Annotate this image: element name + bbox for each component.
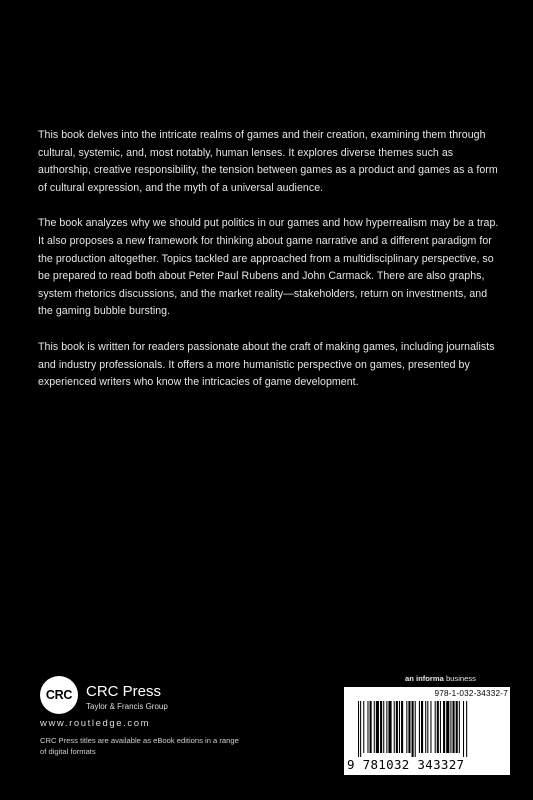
- informa-brand: an informa: [405, 674, 444, 683]
- barcode-bar: [440, 701, 441, 753]
- barcode-bar: [376, 701, 379, 753]
- barcode-bar: [427, 701, 428, 753]
- barcode-bar: [419, 701, 420, 753]
- barcode-bar: [446, 701, 449, 753]
- barcode-bar: [388, 701, 391, 753]
- barcode-digits: 9 781032 343327: [347, 757, 465, 772]
- barcode-bar: [396, 701, 398, 753]
- barcode-bar: [370, 701, 372, 753]
- ebook-formats-note: CRC Press titles are available as eBook editions in a range of digital formats: [40, 736, 239, 756]
- barcode-bar: [466, 701, 467, 757]
- barcode-bar: [421, 701, 423, 753]
- blurb-paragraph-2: The book analyzes why we should put politics in our games and how hyperrealism may be a trap. It also proposes a new framework for thinking about game narrative and a different paradigm for the production altogether. Topics tackled are approached from a multidisciplinary perspective, so be prepared to read both about Peter Paul Rubens and John Carmack. There are also graphs, system rhetorics discussions, and the market reality—stakeholders, return on investments, and the gaming bubble bursting.: [38, 217, 499, 318]
- barcode-bar: [360, 701, 361, 757]
- barcode-bar: [412, 701, 414, 757]
- barcode-bar: [453, 701, 455, 753]
- barcode-bar: [374, 701, 375, 753]
- barcode-bar: [459, 701, 460, 753]
- publisher-group: Taylor & Francis Group: [86, 702, 168, 711]
- barcode-bar: [456, 701, 458, 753]
- barcode-bar: [463, 701, 464, 757]
- isbn-number: 978-1-032-34332-7: [434, 689, 508, 698]
- barcode-bar: [386, 701, 387, 753]
- barcode-bar: [415, 701, 416, 757]
- barcode-bar: [358, 701, 359, 757]
- barcode-bar: [430, 701, 431, 753]
- publisher-website: www.routledge.com: [40, 718, 151, 729]
- barcode-bar: [450, 701, 451, 753]
- publisher-name: CRC Press: [86, 683, 162, 700]
- barcode-bar: [443, 701, 445, 753]
- barcode-bar: [383, 701, 384, 753]
- barcode-bars: [358, 701, 504, 757]
- barcode-bar: [394, 701, 395, 753]
- isbn-barcode: [344, 687, 510, 775]
- barcode-bar: [401, 701, 403, 753]
- blurb-paragraph-1: This book delves into the intricate realms of games and their creation, examining them through cultural, systemic, and, most notably, human lenses. It explores diverse themes such as authorship, creative responsibility, the tension between games as a product and games as a form of cultural expression, and the myth of a universal audience.: [38, 129, 498, 194]
- back-cover-blurb: [38, 127, 500, 410]
- barcode-bar: [367, 701, 368, 753]
- barcode-bar: [406, 701, 407, 753]
- barcode-bar: [363, 701, 364, 753]
- barcode-bar: [437, 701, 439, 753]
- barcode-bar: [408, 701, 410, 753]
- blurb-paragraph-3: This book is written for readers passionate about the craft of making games, including journalists and industry professionals. It offers a more humanistic perspective on games, presented by experienced writers who know the intricacies of game development.: [38, 340, 495, 389]
- informa-business-tag: [405, 674, 476, 683]
- barcode-bar: [435, 701, 436, 753]
- barcode-bar: [425, 701, 426, 753]
- barcode-bar: [380, 701, 382, 753]
- crc-press-logo: CRC: [40, 676, 78, 714]
- barcode-bar: [399, 701, 400, 753]
- informa-suffix: business: [445, 674, 476, 683]
